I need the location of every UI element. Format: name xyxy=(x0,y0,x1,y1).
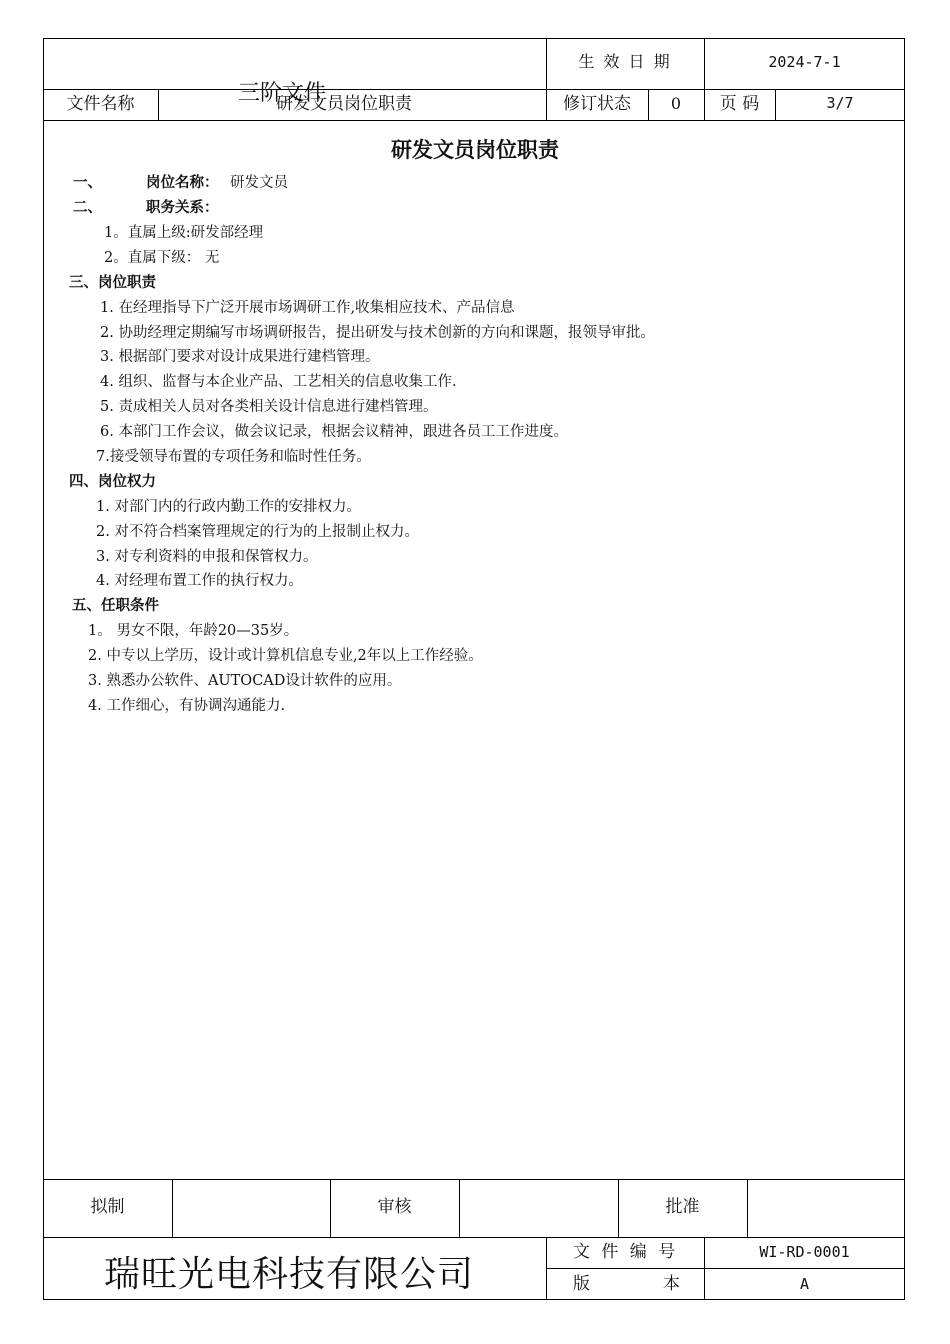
signature-row-bottom xyxy=(43,1237,905,1238)
file-name-label: 文件名称 xyxy=(66,94,135,114)
list-item: 2. 中专以上学历，设计或计算机信息专业,2年以上工作经验。 xyxy=(88,648,483,664)
effective-date-label: 生 效 日 期 xyxy=(578,52,672,71)
doc-number-value: WI-RD-0001 xyxy=(759,1243,850,1261)
header-bottom-rule xyxy=(43,120,905,121)
list-item: 3. 对专利资料的申报和保管权力。 xyxy=(96,549,318,565)
position-name-label: 岗位名称： xyxy=(146,175,219,191)
section-5-heading: 五、任职条件 xyxy=(72,598,159,614)
list-item: 7.接受领导布置的专项任务和临时性任务。 xyxy=(96,449,371,465)
section-1-heading: 一、 xyxy=(73,175,102,191)
version-value: A xyxy=(799,1275,810,1293)
review-label: 审核 xyxy=(377,1197,412,1217)
list-item: 4. 工作细心，有协调沟通能力. xyxy=(88,698,286,714)
doc-number-label: 文 件 编 号 xyxy=(573,1242,679,1262)
footer-row-divider xyxy=(546,1268,905,1269)
approve-label: 批准 xyxy=(665,1197,700,1217)
list-item: 4. 组织、监督与本企业产品、工艺相关的信息收集工作. xyxy=(100,374,457,390)
company-name: 瑞旺光电科技有限公司 xyxy=(104,1254,475,1295)
list-item: 6. 本部门工作会议，做会议记录，根据会议精神，跟进各员工工作进度。 xyxy=(100,424,568,440)
section-2-heading: 二、 xyxy=(73,200,102,216)
list-item: 2。直属下级： 无 xyxy=(104,250,220,266)
list-item: 1. 对部门内的行政内勤工作的安排权力。 xyxy=(96,499,361,515)
list-item: 4. 对经理布置工作的执行权力。 xyxy=(96,573,303,589)
page-label: 页 码 xyxy=(719,94,760,114)
list-item: 3. 根据部门要求对设计成果进行建档管理。 xyxy=(100,349,380,365)
header-col-divider xyxy=(158,89,159,120)
position-name-value: 研发文员 xyxy=(230,175,288,191)
list-item: 1. 在经理指导下广泛开展市场调研工作,收集相应技术、产品信息 xyxy=(100,300,515,316)
reporting-relations-label: 职务关系： xyxy=(146,200,219,216)
revision-label: 修订状态 xyxy=(563,94,631,114)
review-signature-field[interactable] xyxy=(460,1180,618,1237)
revision-value: 0 xyxy=(670,94,682,113)
page-value: 3/7 xyxy=(826,94,854,112)
draft-label: 拟制 xyxy=(90,1197,125,1217)
list-item: 1。直属上级:研发部经理 xyxy=(104,225,264,241)
draft-signature-field[interactable] xyxy=(173,1180,330,1237)
list-item: 3. 熟悉办公软件、AUTOCAD设计软件的应用。 xyxy=(88,673,402,689)
version-label-a: 版 xyxy=(573,1274,590,1294)
version-label-b: 本 xyxy=(663,1274,680,1294)
effective-date-value: 2024-7-1 xyxy=(768,53,841,71)
list-item: 5. 责成相关人员对各类相关设计信息进行建档管理。 xyxy=(100,399,438,415)
document-title: 研发文员岗位职责 xyxy=(391,138,559,162)
list-item: 1。 男女不限，年龄20—35岁。 xyxy=(88,623,299,639)
file-name-value: 研发文员岗位职责 xyxy=(276,94,412,114)
list-item: 2. 对不符合档案管理规定的行为的上报制止权力。 xyxy=(96,524,419,540)
list-item: 2. 协助经理定期编写市场调研报告，提出研发与技术创新的方向和课题，报领导审批。 xyxy=(100,325,655,341)
section-3-heading: 三、岗位职责 xyxy=(69,275,156,291)
section-4-heading: 四、岗位权力 xyxy=(69,474,156,490)
approve-signature-field[interactable] xyxy=(748,1180,905,1237)
document-level-overlay: 三阶文件 xyxy=(238,81,327,106)
